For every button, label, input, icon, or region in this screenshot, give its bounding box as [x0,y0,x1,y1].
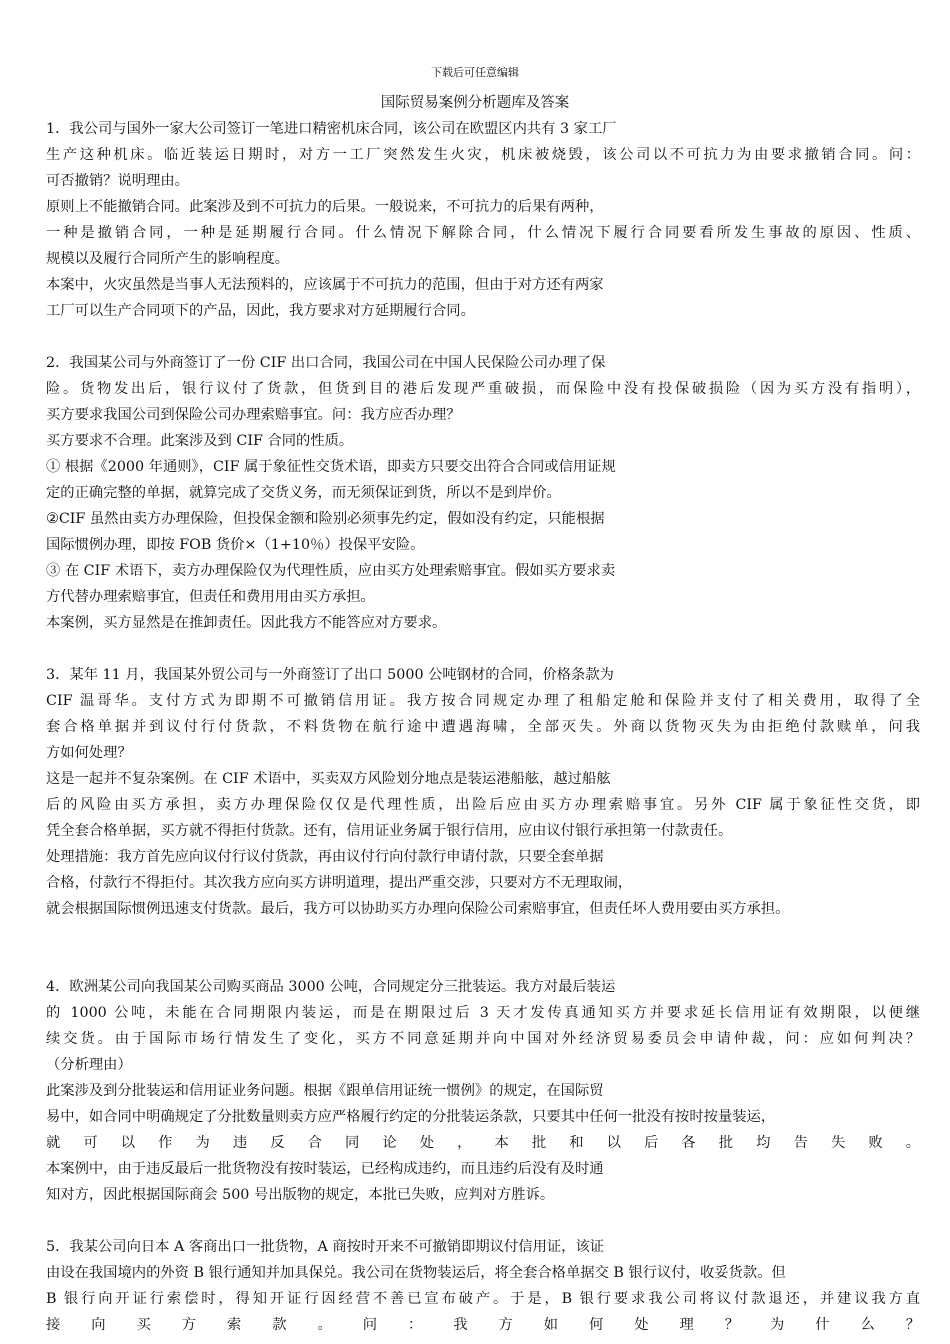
text-line: ① 根据《2000 年通则》，CIF 属于象征性交货术语，即卖方只要交出符合合同或信用证规 [46,459,616,475]
text-line: CIF 温哥华。支付方式为即期不可撤销信用证。我方按合同规定办理了租船定舱和保险并支付了相关费用，取得了全 [46,693,920,709]
paragraph-gap [46,948,920,974]
text-line: 套合格单据并到议付行付货款，不料货物在航行途中遭遇海啸，全部灭失。外商以货物灭失为由拒绝付款赎单，问我 [46,719,920,735]
text-line: 3．某年 11 月，我国某外贸公司与一外商签订了出口 5000 公吨钢材的合同，价格条款为 [46,667,614,683]
text-line: 可否撤销？说明理由。 [46,173,189,189]
text-line: 就可以作为违反合同论处，本批和以后各批均告失败。 [46,1135,920,1151]
text-line: 这是一起并不复杂案例。在 CIF 术语中，买卖双方风险划分地点是装运港船舷，越过船舷 [46,771,611,787]
text-line: ②CIF 虽然由卖方办理保险，但投保金额和险别必须事先约定，假如没有约定，只能根据 [46,511,605,527]
text-line: 由设在我国境内的外资 B 银行通知并加具保兑。我公司在货物装运后，将全套合格单据交 B 银行议付，收妥货款。但 [46,1265,786,1281]
text-line: 本案例中，由于违反最后一批货物没有按时装运，已经构成违约，而且违约后没有及时通 [46,1161,604,1177]
text-line: 的 1000 公吨，未能在合同期限内装运，而是在期限过后 3 天才发传真通知买方并要求延长信用证有效期限，以便继 [46,1005,920,1021]
text-line: 买方要求我国公司到保险公司办理索赔事宜。问：我方应否办理？ [46,407,461,423]
text-line: 生产这种机床。临近装运日期时，对方一工厂突然发生火灾，机床被烧毁，该公司以不可抗力为由要求撤销合同。问： [46,147,920,163]
text-line: 续交货。由于国际市场行情发生了变化，买方不同意延期并向中国对外经济贸易委员会申请仲裁，问：应如何判决？ [46,1031,920,1047]
text-line: 一种是撤销合同，一种是延期履行合同。什么情况下解除合同，什么情况下履行合同要看所发生事故的原因、性质、 [46,225,920,241]
text-line: 2．我国某公司与外商签订了一份 CIF 出口合同，我国公司在中国人民保险公司办理了保 [46,355,606,371]
text-line: 本案中，火灾虽然是当事人无法预料的，应该属于不可抗力的范围，但由于对方还有两家 [46,277,604,293]
paragraph-gap [46,324,920,350]
text-line: 凭全套合格单据，买方就不得拒付货款。还有，信用证业务属于银行信用，应由议付银行承担第一付款责任。 [46,823,733,839]
text-line: 方代替办理索赔事宜，但责任和费用用由买方承担。 [46,589,375,605]
text-line: 接向买方索款。问：我方如何处理？为什么？ [46,1317,920,1333]
text-line: 规模以及履行合同所产生的影响程度。 [46,251,290,267]
document-title: 国际贸易案例分析题库及答案 [380,95,570,111]
text-line: 方如何处理？ [46,745,132,761]
text-line: 4．欧洲某公司向我国某公司购买商品 3000 公吨，合同规定分三批装运。我方对最后装运 [46,979,616,995]
document-body [46,116,920,1338]
text-line: 处理措施：我方首先应向议付行议付货款，再由议付行向付款行申请付款，只要全套单据 [46,849,604,865]
text-line: 险。货物发出后，银行议付了货款，但货到目的港后发现严重破损，而保险中没有投保破损险（因为买方没有指明）， [46,381,920,397]
text-line: 1．我公司与国外一家大公司签订一笔进口精密机床合同，该公司在欧盟区内共有 3 家工厂 [46,121,617,137]
text-line: 原则上不能撤销合同。此案涉及到不可抗力的后果。一般说来，不可抗力的后果有两种， [46,199,604,215]
text-line: 就会根据国际惯例迅速支付货款。最后，我方可以协助买方办理向保险公司索赔事宜，但责任坏人费用要由买方承担。 [46,901,790,917]
text-line: 后的风险由买方承担，卖方办理保险仅仅是代理性质，出险后应由买方办理索赔事宜。另外 CIF 属于象征性交货，即 [46,797,920,813]
paragraph-gap [46,1208,920,1234]
text-line: 买方要求不合理。此案涉及到 CIF 合同的性质。 [46,433,354,449]
text-line: ③ 在 CIF 术语下，卖方办理保险仅为代理性质，应由买方处理索赔事宜。假如买方要求卖 [46,563,616,579]
text-line: 合格，付款行不得拒付。其次我方应向买方讲明道理，提出严重交涉，只要对方不无理取闹， [46,875,633,891]
paragraph-gap [46,922,920,948]
text-line: （分析理由） [46,1057,132,1073]
text-line: 国际惯例办理，即按 FOB 货价×（1+10％）投保平安险。 [46,537,425,553]
text-line: 知对方，因此根据国际商会 500 号出版物的规定，本批已失败，应判对方胜诉。 [46,1187,555,1203]
text-line: 5．我某公司向日本 A 客商出口一批货物，A 商按时开来不可撤销即期议付信用证，该证 [46,1239,605,1255]
paragraph-gap [46,636,920,662]
text-line: 易中，如合同中明确规定了分批数量则卖方应严格履行约定的分批装运条款，只要其中任何一批没有按时按量装运， [46,1109,776,1125]
text-line: 定的正确完整的单据，就算完成了交货义务，而无须保证到货，所以不是到岸价。 [46,485,561,501]
text-line: B 银行向开证行索偿时，得知开证行因经营不善已宣布破产。于是，B 银行要求我公司将议付款退还，并建议我方直 [46,1291,920,1307]
text-line: 工厂可以生产合同项下的产品，因此，我方要求对方延期履行合同。 [46,303,475,319]
header-note: 下载后可任意编辑 [431,66,519,79]
text-line: 此案涉及到分批装运和信用证业务问题。根据《跟单信用证统一惯例》的规定，在国际贸 [46,1083,604,1099]
text-line: 本案例，买方显然是在推卸责任。因此我方不能答应对方要求。 [46,615,447,631]
